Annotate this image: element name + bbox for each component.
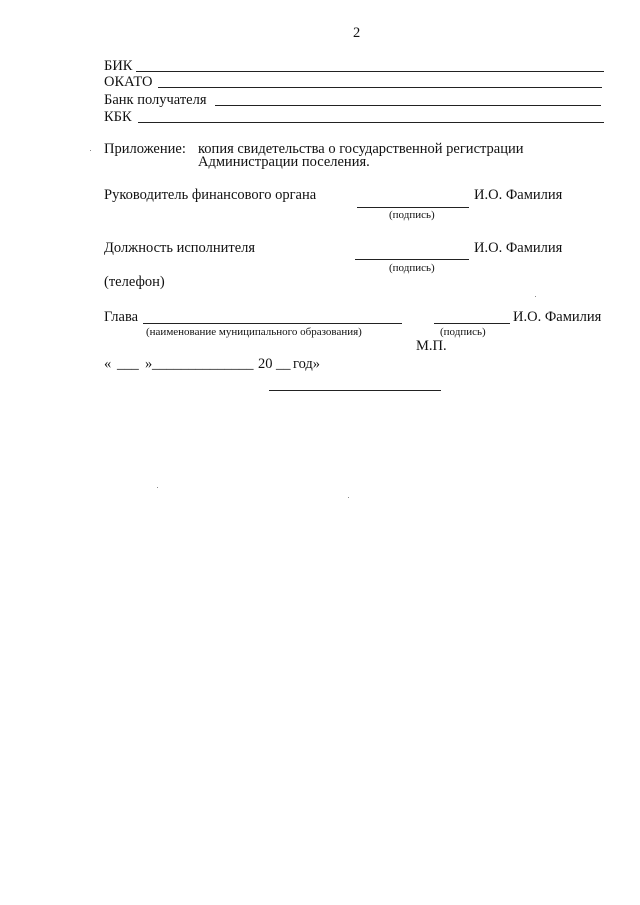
bik-line: [136, 71, 604, 72]
date-year-prefix: 20: [258, 356, 273, 372]
stamp-place: М.П.: [416, 338, 447, 354]
attachment-line-2: Администрации поселения.: [198, 154, 370, 170]
bik-label: БИК: [104, 58, 133, 74]
head-finance-label: Руководитель финансового органа: [104, 187, 317, 203]
executor-signature-caption: (подпись): [389, 262, 435, 274]
attachment-label: Приложение:: [104, 141, 186, 157]
scan-speck: [157, 487, 158, 488]
glava-label: Глава: [104, 309, 139, 325]
date-open-quote: «: [104, 356, 112, 372]
scan-speck: [90, 150, 91, 151]
date-month-blank: ______________: [152, 356, 254, 372]
attachment-line-1: копия свидетельства о государственной регистрации: [198, 141, 524, 157]
closing-rule: [269, 390, 441, 391]
municipality-caption: (наименование муниципального образования): [146, 326, 362, 338]
head-finance-name: И.О. Фамилия: [474, 187, 563, 203]
executor-label: Должность исполнителя: [104, 240, 256, 256]
bank-label: Банк получателя: [104, 92, 207, 108]
phone-label: (телефон): [104, 274, 165, 290]
scan-speck: [348, 497, 349, 498]
executor-name: И.О. Фамилия: [474, 240, 563, 256]
glava-name: И.О. Фамилия: [513, 309, 602, 325]
scan-speck: [535, 296, 536, 297]
okato-line: [158, 87, 602, 88]
okato-label: ОКАТО: [104, 74, 153, 90]
kbk-label: КБК: [104, 109, 132, 125]
head-finance-signature-line: [357, 207, 469, 208]
glava-signature-line: [434, 323, 510, 324]
date-day-blank: ___: [117, 356, 139, 372]
date-close-quote: »: [145, 356, 153, 372]
glava-signature-caption: (подпись): [440, 326, 486, 338]
date-year-blank: __: [276, 356, 291, 372]
kbk-line: [138, 122, 604, 123]
page-number: 2: [353, 25, 361, 41]
bank-line: [215, 105, 601, 106]
municipality-line: [143, 323, 402, 324]
head-finance-signature-caption: (подпись): [389, 209, 435, 221]
date-year-word: год»: [293, 356, 321, 372]
executor-signature-line: [355, 259, 469, 260]
